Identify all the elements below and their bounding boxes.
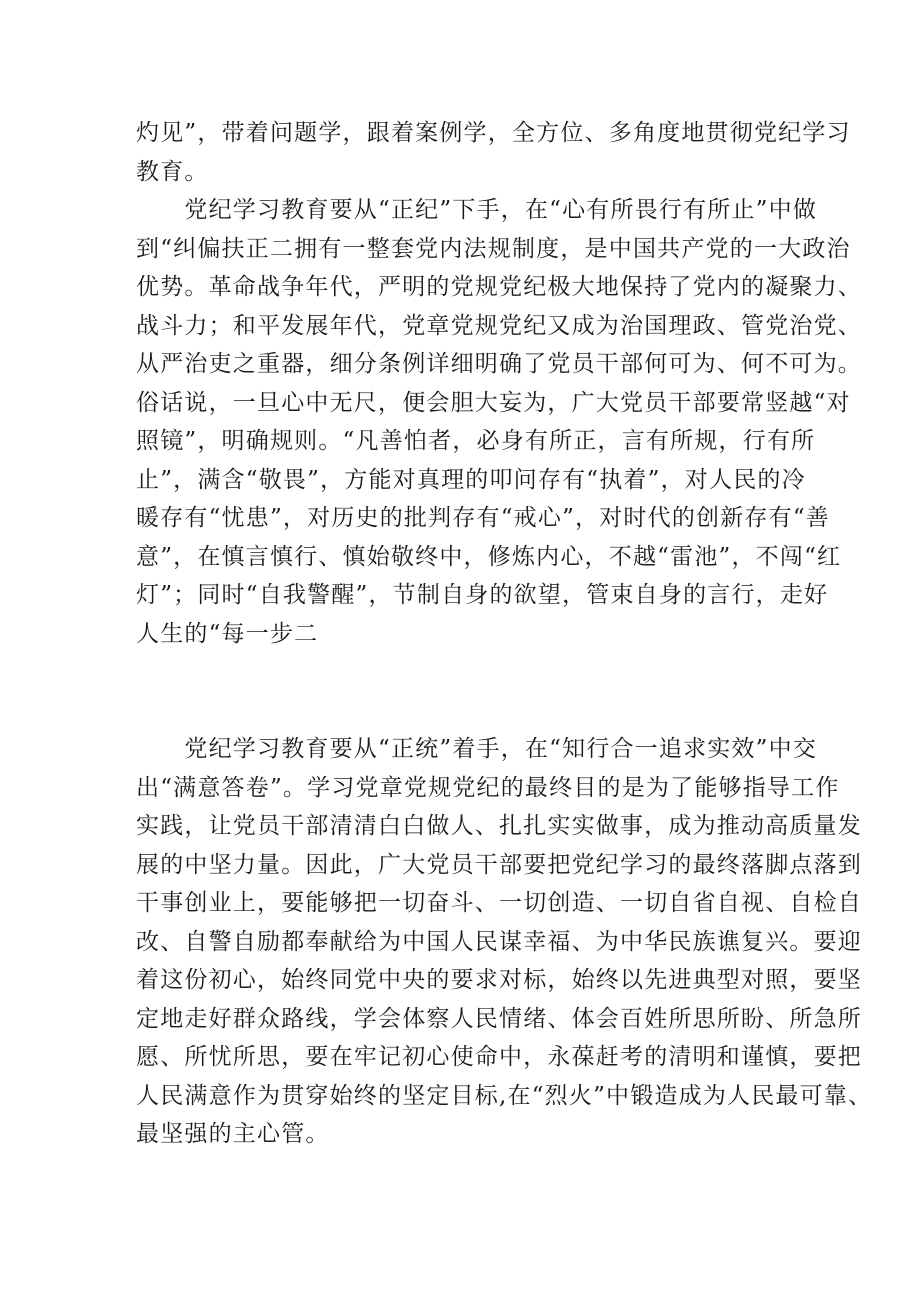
paragraph-line: 到“纠偏扶正二拥有一整套党内法规制度，是中国共产党的一大政治 — [136, 235, 851, 262]
paragraph-line: 人生的“每一步二 — [136, 620, 319, 647]
paragraph-line: 意”，在慎言慎行、慎始敬终中，修炼内心，不越“雷池”，不闯“红 — [136, 543, 842, 570]
paragraph-line: 干事创业上，要能够把一切奋斗、一切创造、一切自省自视、自检自 — [136, 890, 862, 916]
paragraph-line: 灯”；同时“自我警醒”，节制自身的欲望，管束自身的言行，走好 — [136, 582, 829, 608]
paragraph-line: 战斗力；和平发展年代，党章党规党纪又成为治国理政、管党治党、 — [136, 312, 862, 339]
paragraph-line: 从严治吏之重器，细分条例详细明确了党员干部何可为、何不可为。 — [136, 351, 862, 377]
paragraph-line: 愿、所忧所思，要在牢记初心使命中，永葆赶考的清明和谨慎，要把 — [136, 1044, 862, 1070]
paragraph-line: 最坚强的主心管。 — [136, 1121, 330, 1147]
paragraph-line: 教育。 — [136, 158, 209, 185]
paragraph-line: 俗话说，一旦心中无尺，便会胆大妄为，广大党员干部要常竖越“对 — [136, 389, 851, 416]
paragraph-line: 止”，满含“敬畏”，方能对真理的叩问存有“执着”，对人民的冷 — [136, 466, 806, 493]
paragraph-1 — [136, 114, 851, 191]
paragraph-line: 党纪学习教育要从“正统”着手，在“知行合一追求实效”中交 — [136, 736, 818, 762]
paragraph-line: 党纪学习教育要从“正纪”下手，在“心有所畏行有所止”中做 — [136, 197, 818, 223]
paragraph-line: 着这份初心，始终同党中央的要求对标，始终以先进典型对照，要坚 — [136, 967, 862, 993]
paragraph-3 — [136, 730, 873, 1154]
paragraph-line: 展的中坚力量。因此，广大党员干部要把党纪学习的最终落脚点落到 — [136, 851, 862, 878]
paragraph-line: 改、自警自励都奉献给为中国人民谋幸福、为中华民族谯复兴。要迎 — [136, 928, 862, 955]
paragraph-line: 灼见”，带着问题学，跟着案例学，全方位、多角度地贯彻党纪学习 — [136, 120, 851, 146]
paragraph-line: 定地走好群众路线，学会体察人民情绪、体会百姓所思所盼、所急所 — [136, 1005, 862, 1032]
paragraph-line: 暖存有“忧患”，对历史的批判存有“戒心”，对时代的创新存有“善 — [136, 505, 830, 531]
paragraph-line: 优势。革命战争年代，严明的党规党纪极大地保持了党内的凝聚力、 — [136, 274, 862, 300]
paragraph-line: 出“满意答卷”。学习党章党规党纪的最终目的是为了能够指导工作 — [136, 774, 840, 801]
paragraph-line: 照镜”，明确规则。“凡善怕者，必身有所正，言有所规，行有所 — [136, 428, 816, 454]
paragraph-line: 人民满意作为贯穿始终的坚定目标,在“烈火”中锻造成为人民最可靠、 — [136, 1082, 873, 1109]
paragraph-2 — [136, 191, 862, 653]
paragraph-line: 实践，让党员干部清清白白做人、扎扎实实做事，成为推动高质量发 — [136, 813, 862, 839]
